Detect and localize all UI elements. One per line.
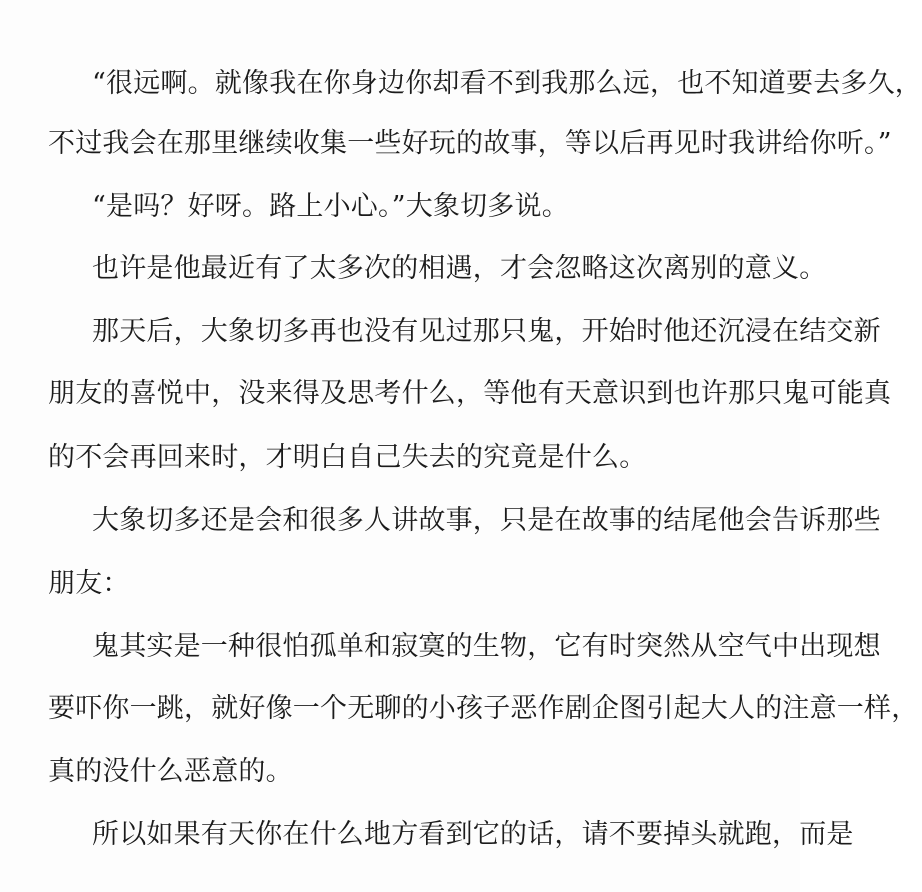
text-line: 所以如果有天你在什么地方看到它的话，请不要掉头就跑，而是 — [92, 819, 854, 850]
text-line: “很远啊。就像我在你身边你却看不到我那么远，也不知道要去多久， — [92, 68, 922, 99]
text-line: 不过我会在那里继续收集一些好玩的故事，等以后再见时我讲给你听。” — [48, 128, 892, 159]
text-line: 朋友： — [48, 568, 130, 599]
text-line: 要吓你一跳，就好像一个无聊的小孩子恶作剧企图引起大人的注意一样， — [48, 693, 919, 724]
text-line: 真的没什么恶意的。 — [48, 756, 293, 787]
text-line: 的不会再回来时，才明白自己失去的究竟是什么。 — [48, 442, 647, 473]
text-line: 朋友的喜悦中，没来得及思考什么，等他有天意识到也许那只鬼可能真 — [48, 378, 892, 409]
text-line: 鬼其实是一种很怕孤单和寂寞的生物，它有时突然从空气中出现想 — [92, 631, 881, 662]
text-line: 也许是他最近有了太多次的相遇，才会忽略这次离别的意义。 — [92, 253, 827, 284]
text-line: “是吗？好呀。路上小心。”大象切多说。 — [92, 191, 569, 222]
text-line: 大象切多还是会和很多人讲故事，只是在故事的结尾他会告诉那些 — [92, 505, 881, 536]
text-line: 那天后，大象切多再也没有见过那只鬼，开始时他还沉浸在结交新 — [92, 316, 881, 347]
